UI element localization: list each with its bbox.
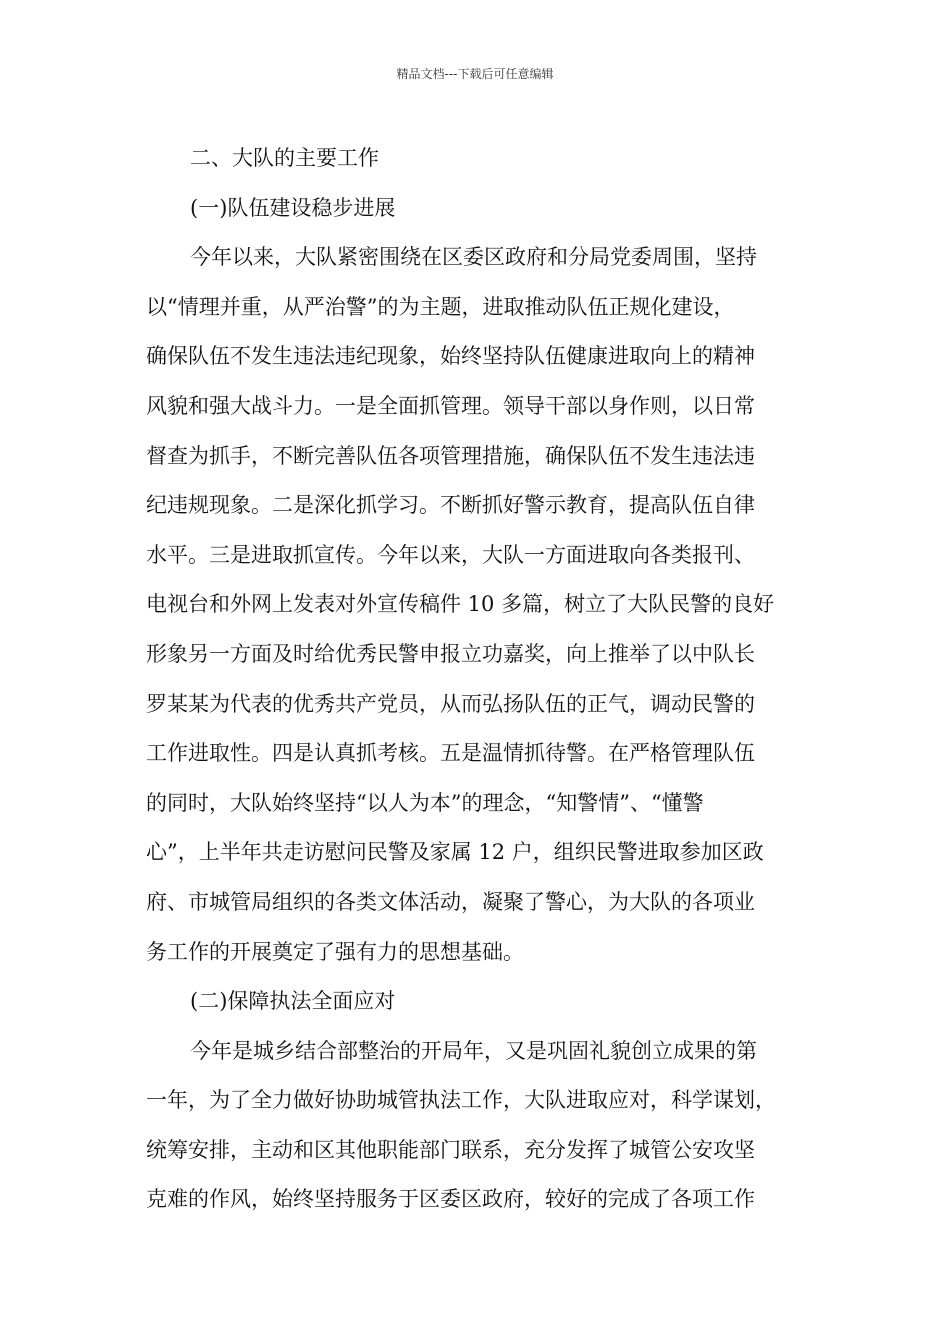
page-header: 精品文档---下载后可任意编辑 [396, 67, 554, 81]
paragraph-line: 心”，上半年共走访慰问民警及家属 12 户，组织民警进取参加区政 [146, 840, 764, 865]
section-title: 二、大队的主要工作 [190, 146, 379, 170]
paragraph-line: 今年以来，大队紧密围绕在区委区政府和分局党委周围，坚持 [190, 245, 757, 270]
paragraph-line: 工作进取性。四是认真抓考核。五是温情抓待警。在严格管理队伍 [146, 741, 755, 766]
document-body [146, 134, 816, 1225]
paragraph-line: 形象另一方面及时给优秀民警申报立功嘉奖，向上推举了以中队长 [146, 641, 755, 666]
paragraph-line: 风貌和强大战斗力。一是全面抓管理。领导干部以身作则，以日常 [146, 393, 755, 418]
paragraph-line: 电视台和外网上发表对外宣传稿件 10 多篇，树立了大队民警的良好 [146, 592, 775, 617]
paragraph-line: 以“情理并重，从严治警”的为主题，进取推动队伍正规化建设， [146, 294, 735, 319]
subsection-title: (二)保障执法全面应对 [190, 989, 396, 1014]
paragraph-line: 一年，为了全力做好协助城管执法工作，大队进取应对，科学谋划， [146, 1088, 776, 1113]
paragraph-line: 罗某某为代表的优秀共产党员，从而弘扬队伍的正气，调动民警的 [146, 691, 755, 716]
paragraph-line: 统筹安排，主动和区其他职能部门联系，充分发挥了城管公安攻坚 [146, 1137, 755, 1162]
paragraph-line: 府、市城管局组织的各类文体活动，凝聚了警心，为大队的各项业 [146, 889, 755, 914]
paragraph-line: 务工作的开展奠定了强有力的思想基础。 [146, 939, 524, 964]
paragraph-line: 纪违规现象。二是深化抓学习。不断抓好警示教育，提高队伍自律 [146, 493, 755, 518]
paragraph-line: 督查为抓手，不断完善队伍各项管理措施，确保队伍不发生违法违 [146, 443, 755, 468]
paragraph-line: 确保队伍不发生违法违纪现象，始终坚持队伍健康进取向上的精神 [146, 344, 755, 369]
subsection-title: (一)队伍建设稳步进展 [190, 195, 396, 220]
paragraph-line: 的同时，大队始终坚持“以人为本”的理念，“知警情”、“懂警 [146, 790, 704, 815]
paragraph-line: 水平。三是进取抓宣传。今年以来，大队一方面进取向各类报刊、 [146, 542, 755, 567]
paragraph-line: 今年是城乡结合部整治的开局年，又是巩固礼貌创立成果的第 [190, 1038, 757, 1063]
paragraph-line: 克难的作风，始终坚持服务于区委区政府，较好的完成了各项工作 [146, 1187, 755, 1212]
